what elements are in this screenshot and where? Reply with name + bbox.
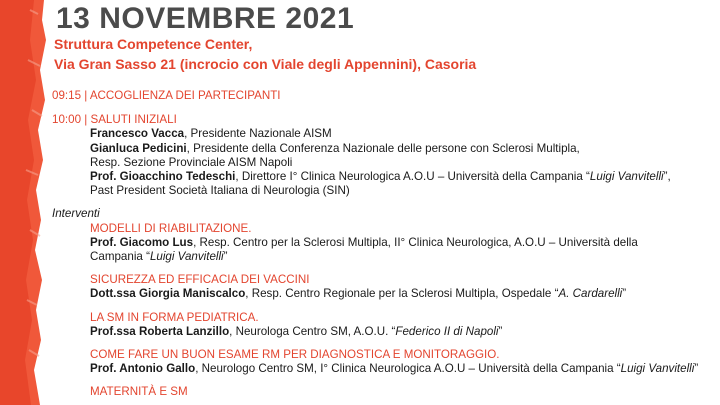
talk-speaker-cont xyxy=(90,250,717,264)
program-list xyxy=(52,89,717,400)
venue-line-1: Struttura Competence Center, xyxy=(54,36,253,52)
greeting-item xyxy=(90,142,717,156)
talk-speaker xyxy=(90,325,717,339)
detail-italic: Federico II di Napoli xyxy=(395,324,499,338)
detail-italic: Luigi Vanvitelli xyxy=(149,250,224,264)
speaker-role: , Presidente della Conferenza Nazionale delle persone con Sclerosi Multipla, xyxy=(186,141,580,155)
speaker-name: Francesco Vacca xyxy=(90,127,185,141)
talk-speaker xyxy=(90,236,717,250)
interventi-label: Interventi xyxy=(52,207,100,221)
talk-title: MATERNITÀ E SM xyxy=(90,385,188,399)
detail-post: ” xyxy=(694,362,699,376)
speaker-name: Prof. Giacomo Lus xyxy=(90,235,194,249)
decorative-brush-stroke xyxy=(0,0,58,405)
speaker-name: Prof. Antonio Gallo xyxy=(90,362,196,376)
speaker-detail: , Neurologa Centro SM, A.O.U. “ xyxy=(229,324,396,338)
venue-line-2: Via Gran Sasso 21 (incrocio con Viale degli Appennini), Casoria xyxy=(54,55,477,72)
detail-italic: A. Cardarelli xyxy=(558,287,623,301)
greetings-slot: 10:00 | SALUTI INIZIALI xyxy=(52,113,177,127)
talk-speaker xyxy=(90,362,717,376)
speaker-detail: , Resp. Centro per la Sclerosi Multipla, II° Clinica Neurologica, A.O.U – Università della xyxy=(193,235,638,249)
detail-italic: Luigi Vanvitelli xyxy=(620,362,695,376)
detail-pre: Campania “ xyxy=(90,250,150,264)
speaker-role: , Direttore I° Clinica Neurologica A.O.U – Università della Campania “ xyxy=(235,170,590,184)
greeting-item xyxy=(90,170,717,184)
talk-title: MODELLI DI RIABILITAZIONE. xyxy=(90,221,252,235)
event-date: 13 NOVEMBRE 2021 xyxy=(56,2,355,35)
speaker-detail: , Resp. Centro Regionale per la Sclerosi Multipla, Ospedale “ xyxy=(245,287,559,301)
detail-post: ” xyxy=(622,287,627,301)
talk-title: LA SM IN FORMA PEDIATRICA. xyxy=(90,310,259,324)
speaker-role: , Presidente Nazionale AISM xyxy=(184,127,332,141)
speaker-name: Dott.ssa Giorgia Maniscalco xyxy=(90,287,246,301)
detail-post: ” xyxy=(223,250,228,264)
talk-speaker xyxy=(90,287,717,301)
speaker-name: Gianluca Pedicini xyxy=(90,141,187,155)
speaker-affiliation: Luigi Vanvitelli xyxy=(589,170,664,184)
venue-address xyxy=(54,35,476,74)
greetings-list xyxy=(52,127,717,198)
detail-post: ” xyxy=(498,324,503,338)
quote-close: ”, xyxy=(663,170,671,184)
welcome-slot: 09:15 | ACCOGLIENZA DEI PARTECIPANTI xyxy=(52,89,281,102)
speaker-detail: , Neurologo Centro SM, I° Clinica Neurologica A.O.U – Università della Campania “ xyxy=(195,362,621,376)
speaker-name: Prof.ssa Roberta Lanzillo xyxy=(90,324,230,338)
speaker-role-cont: Past President Società Italiana di Neurologia (SIN) xyxy=(90,184,350,198)
talk-title: COME FARE UN BUON ESAME RM PER DIAGNOSTICA E MONITORAGGIO. xyxy=(90,348,500,362)
talks-list xyxy=(52,222,717,400)
speaker-name: Prof. Gioacchino Tedeschi xyxy=(90,170,236,184)
greeting-item xyxy=(90,127,717,141)
talk-title: SICUREZZA ED EFFICACIA DEI VACCINI xyxy=(90,273,310,287)
speaker-role-cont: Resp. Sezione Provinciale AISM Napoli xyxy=(90,155,293,169)
